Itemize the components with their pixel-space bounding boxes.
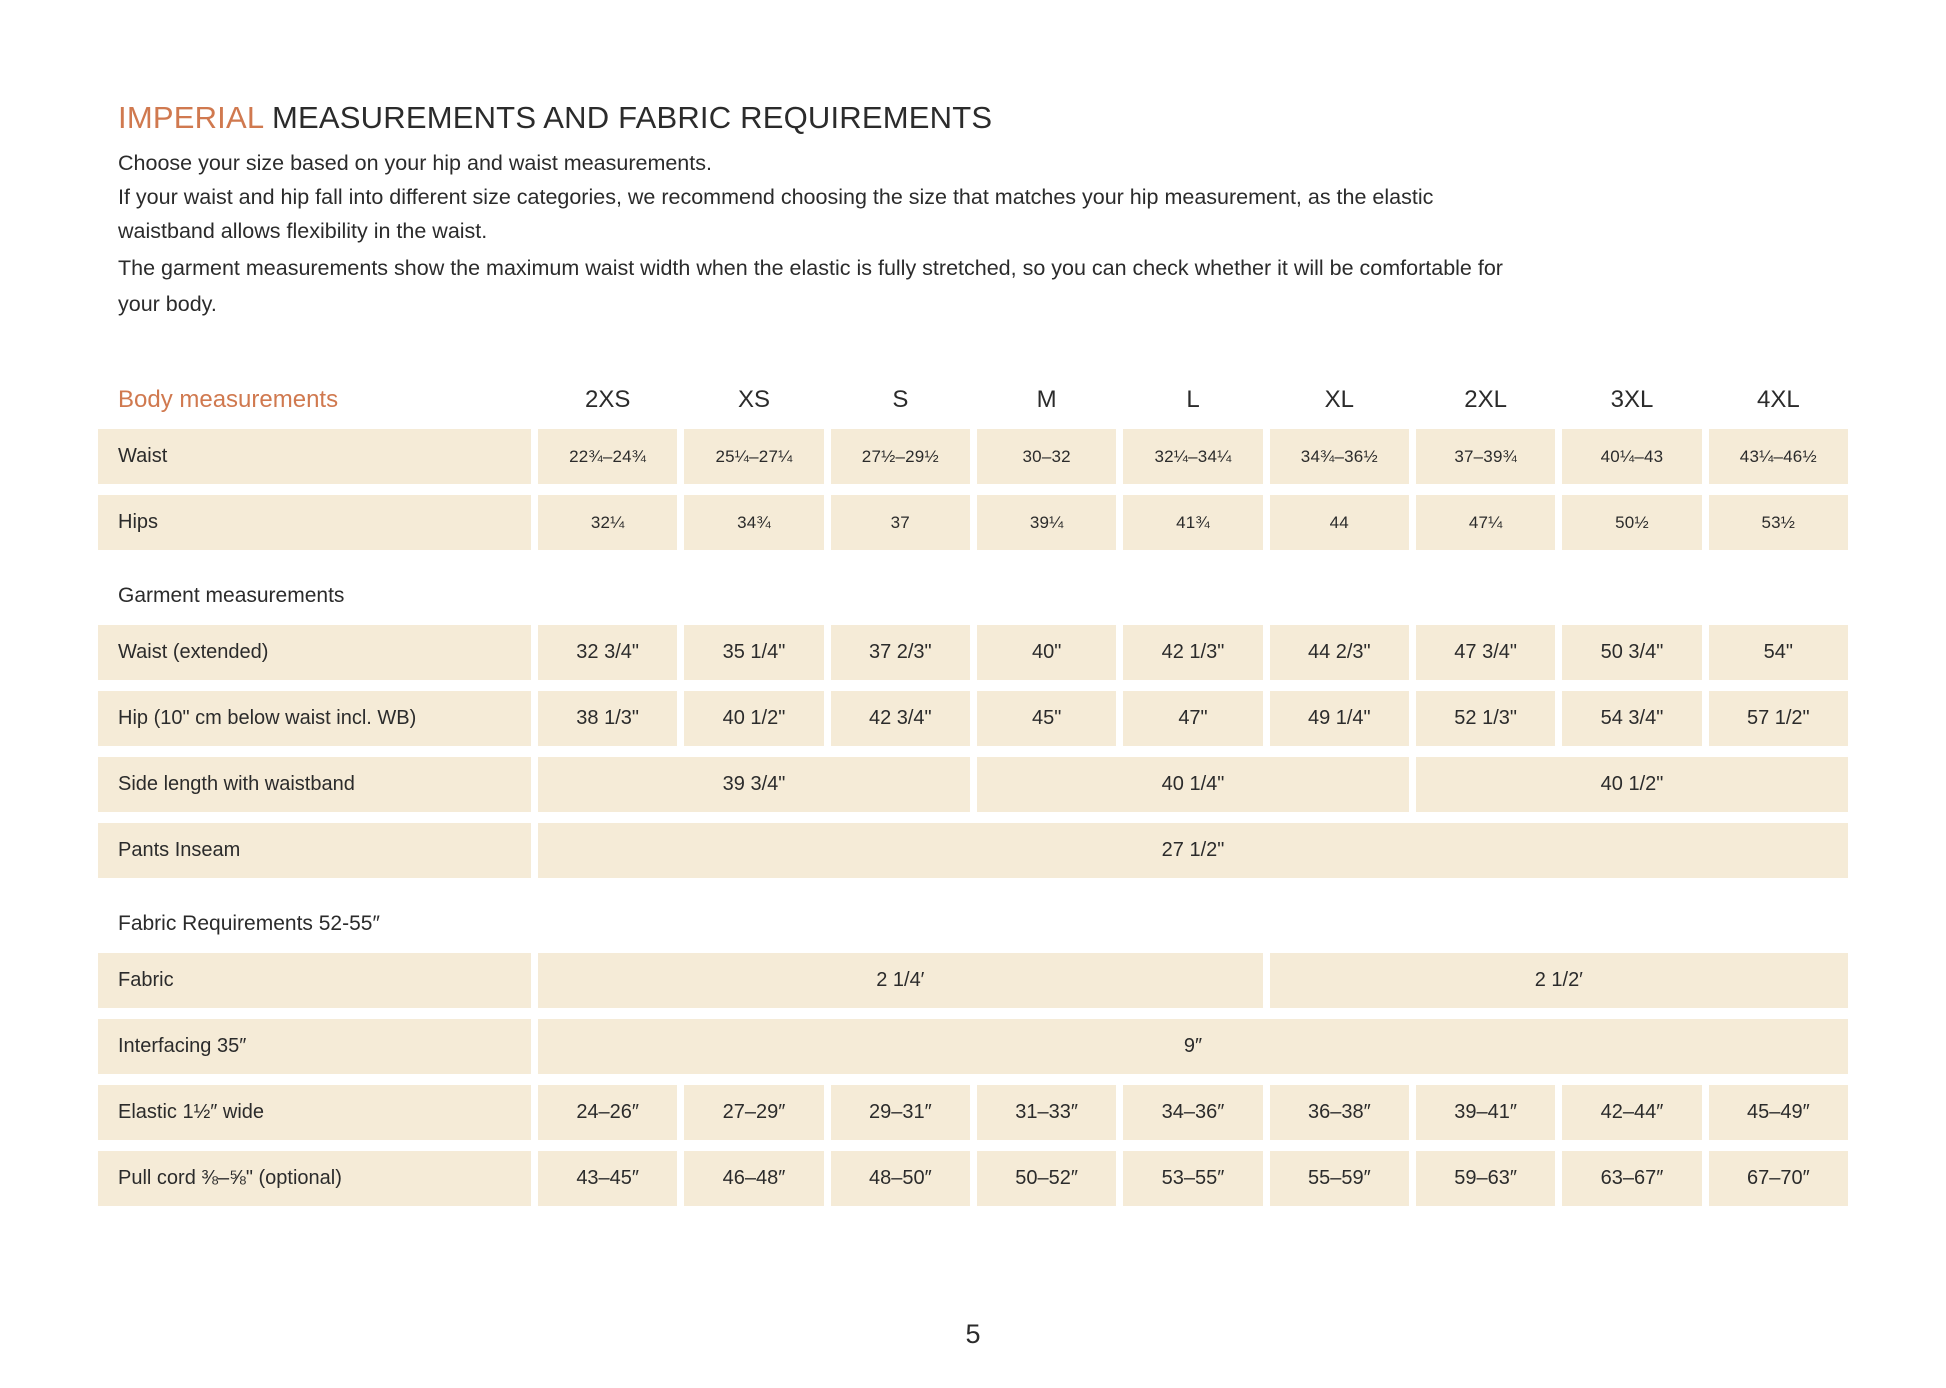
table-row xyxy=(98,1151,1848,1206)
value-cell: 25¼–27¼ xyxy=(684,429,823,484)
table-row xyxy=(98,1019,1848,1074)
table-row xyxy=(98,823,1848,878)
table-row xyxy=(98,1085,1848,1140)
value-cell: 44 2/3" xyxy=(1270,625,1409,680)
table-header-row xyxy=(98,378,1848,422)
value-cell: 47" xyxy=(1123,691,1262,746)
row-label: Pants Inseam xyxy=(98,823,531,878)
value-cell: 30–32 xyxy=(977,429,1116,484)
value-cell: 41¾ xyxy=(1123,495,1262,550)
intro-text xyxy=(118,146,1513,322)
page-title xyxy=(118,100,1946,136)
table-header-label: Body measurements xyxy=(118,386,339,413)
value-cell: 39¼ xyxy=(977,495,1116,550)
value-cell: 47 3/4" xyxy=(1416,625,1555,680)
size-column-header-2xs: 2XS xyxy=(584,386,631,413)
value-cell-span: 9″ xyxy=(538,1019,1848,1074)
value-cell-span: 39 3/4" xyxy=(538,757,970,812)
table-row xyxy=(98,953,1848,1008)
value-cell: 37–39¾ xyxy=(1416,429,1555,484)
value-cell: 45–49″ xyxy=(1709,1085,1848,1140)
value-cell: 32¼ xyxy=(538,495,677,550)
value-cell: 42 1/3" xyxy=(1123,625,1262,680)
size-column-header-xs: XS xyxy=(737,386,770,413)
value-cell: 45" xyxy=(977,691,1116,746)
value-cell-span: 2 1/4′ xyxy=(538,953,1263,1008)
row-label: Hip (10" cm below waist incl. WB) xyxy=(98,691,531,746)
value-cell: 54 3/4" xyxy=(1562,691,1701,746)
value-cell: 27–29″ xyxy=(684,1085,823,1140)
value-cell: 53½ xyxy=(1709,495,1848,550)
row-label: Fabric xyxy=(98,953,531,1008)
value-cell: 47¼ xyxy=(1416,495,1555,550)
value-cell: 48–50″ xyxy=(831,1151,970,1206)
row-label: Interfacing 35″ xyxy=(98,1019,531,1074)
row-label: Elastic 1½″ wide xyxy=(98,1085,531,1140)
value-cell: 50½ xyxy=(1562,495,1701,550)
row-label: Side length with waistband xyxy=(98,757,531,812)
value-cell-span: 40 1/2" xyxy=(1416,757,1848,812)
value-cell: 40 1/2" xyxy=(684,691,823,746)
value-cell: 40¼–43 xyxy=(1562,429,1701,484)
value-cell: 52 1/3" xyxy=(1416,691,1555,746)
value-cell: 39–41″ xyxy=(1416,1085,1555,1140)
value-cell: 44 xyxy=(1270,495,1409,550)
row-label: Pull cord ⅜–⅝" (optional) xyxy=(98,1151,531,1206)
value-cell: 43¼–46½ xyxy=(1709,429,1848,484)
value-cell: 24–26″ xyxy=(538,1085,677,1140)
value-cell: 49 1/4" xyxy=(1270,691,1409,746)
page-title-highlight: IMPERIAL xyxy=(118,100,264,135)
value-cell: 54" xyxy=(1709,625,1848,680)
table-row xyxy=(98,625,1848,680)
intro-line-1: Choose your size based on your hip and waist measurements. xyxy=(118,151,712,175)
value-cell: 50 3/4" xyxy=(1562,625,1701,680)
value-cell: 55–59″ xyxy=(1270,1151,1409,1206)
size-column-header-l: L xyxy=(1186,386,1200,413)
value-cell: 34¾–36½ xyxy=(1270,429,1409,484)
size-column-header-s: S xyxy=(892,386,909,413)
value-cell-span: 27 1/2" xyxy=(538,823,1848,878)
table-row xyxy=(98,429,1848,484)
table-row xyxy=(98,495,1848,550)
size-column-header-xl: XL xyxy=(1324,386,1354,413)
value-cell: 53–55″ xyxy=(1123,1151,1262,1206)
value-cell: 32 3/4" xyxy=(538,625,677,680)
value-cell: 35 1/4" xyxy=(684,625,823,680)
table-row xyxy=(98,691,1848,746)
value-cell: 42 3/4" xyxy=(831,691,970,746)
row-label: Waist xyxy=(98,429,531,484)
value-cell: 37 2/3" xyxy=(831,625,970,680)
value-cell: 22¾–24¾ xyxy=(538,429,677,484)
value-cell: 38 1/3" xyxy=(538,691,677,746)
size-column-header-m: M xyxy=(1036,386,1057,413)
intro-line-3: The garment measurements show the maximum waist width when the elastic is fully stretched, so you can check whether it will be comfortable for your body. xyxy=(118,256,1503,316)
value-cell: 34–36″ xyxy=(1123,1085,1262,1140)
value-cell-span: 40 1/4" xyxy=(977,757,1409,812)
value-cell: 32¼–34¼ xyxy=(1123,429,1262,484)
value-cell: 37 xyxy=(831,495,970,550)
size-column-header-2xl: 2XL xyxy=(1464,386,1507,413)
value-cell: 46–48″ xyxy=(684,1151,823,1206)
size-table xyxy=(98,378,1848,1206)
value-cell: 43–45″ xyxy=(538,1151,677,1206)
value-cell: 50–52″ xyxy=(977,1151,1116,1206)
value-cell: 31–33″ xyxy=(977,1085,1116,1140)
size-column-header-3xl: 3XL xyxy=(1610,386,1654,413)
value-cell: 67–70″ xyxy=(1709,1151,1848,1206)
value-cell: 27½–29½ xyxy=(831,429,970,484)
value-cell: 40" xyxy=(977,625,1116,680)
row-label: Waist (extended) xyxy=(98,625,531,680)
value-cell: 42–44″ xyxy=(1562,1085,1701,1140)
page-number: 5 xyxy=(965,1319,981,1349)
table-section-heading: Fabric Requirements 52-55″ xyxy=(118,912,380,935)
value-cell: 57 1/2" xyxy=(1709,691,1848,746)
value-cell: 34¾ xyxy=(684,495,823,550)
table-row xyxy=(98,757,1848,812)
value-cell: 59–63″ xyxy=(1416,1151,1555,1206)
value-cell: 36–38″ xyxy=(1270,1085,1409,1140)
intro-line-2: If your waist and hip fall into different size categories, we recommend choosing the size that matches your hip measurement, as the elastic waistband allows flexibility in the waist. xyxy=(118,185,1434,243)
value-cell-span: 2 1/2′ xyxy=(1270,953,1848,1008)
size-column-header-4xl: 4XL xyxy=(1756,386,1800,413)
table-section-heading: Garment measurements xyxy=(118,584,345,607)
page-title-rest: MEASUREMENTS AND FABRIC REQUIREMENTS xyxy=(263,100,993,135)
row-label: Hips xyxy=(98,495,531,550)
value-cell: 29–31″ xyxy=(831,1085,970,1140)
value-cell: 63–67″ xyxy=(1562,1151,1701,1206)
